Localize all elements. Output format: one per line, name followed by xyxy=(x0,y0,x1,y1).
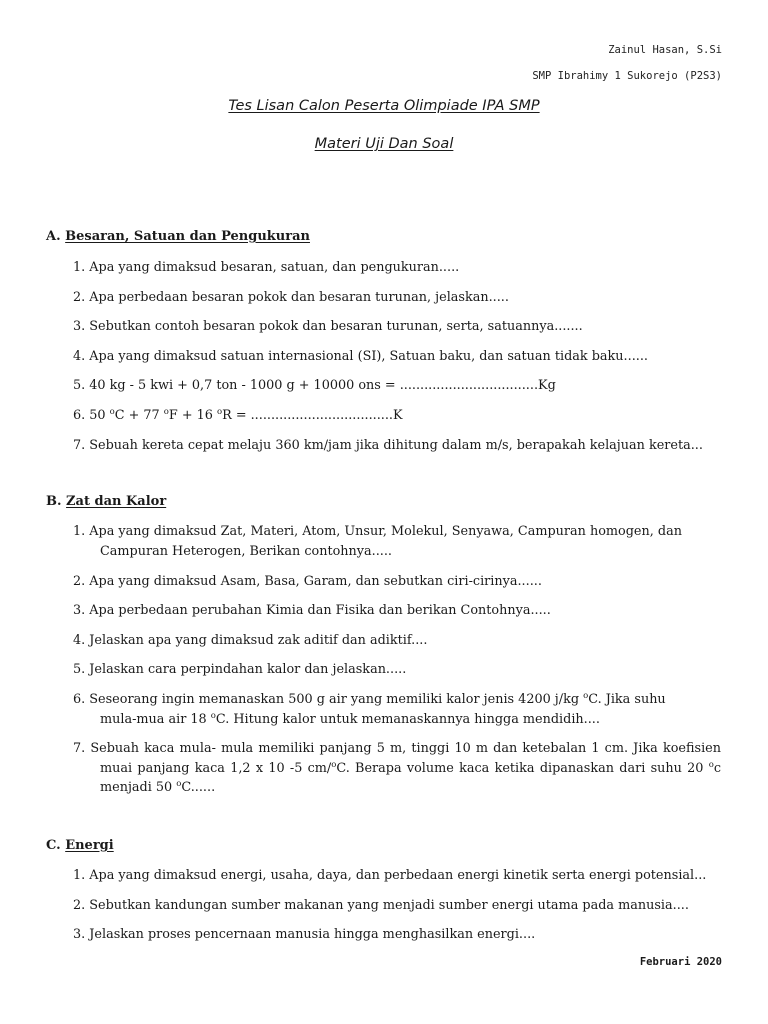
section-title: Besaran, Satuan dan Pengukuran xyxy=(65,229,310,244)
question-text: 6. 50 xyxy=(73,408,110,423)
degree-mark: o xyxy=(163,407,169,417)
question-a7: 7. Sebuah kereta cepat melaju 360 km/jam jika dihitung dalam m/s, berapakah kelajuan kereta... xyxy=(73,438,703,453)
degree-mark: o xyxy=(176,779,182,789)
question-text: C. Jika suhu xyxy=(588,692,666,707)
question-text: c xyxy=(713,760,721,776)
question-a4: 4. Apa yang dimaksud satuan internasional (SI), Satuan baku, dan satuan tidak baku...... xyxy=(73,349,648,364)
section-b-heading xyxy=(46,494,166,509)
question-text: menjadi 50 xyxy=(100,780,177,795)
question-a6 xyxy=(73,406,721,426)
question-text: C. Berapa volume kaca ketika dipanaskan dari suhu 20 xyxy=(336,760,709,776)
author-name: Zainul Hasan, S.Si xyxy=(608,44,722,56)
question-b5: 5. Jelaskan cara perpindahan kalor dan jelaskan..... xyxy=(73,662,407,677)
question-a3: 3. Sebutkan contoh besaran pokok dan besaran turunan, serta, satuannya....... xyxy=(73,319,583,334)
question-line xyxy=(73,690,721,710)
question-text: 1. Apa yang dimaksud Zat, Materi, Atom, Unsur, Molekul, Senyawa, Campuran homogen, dan xyxy=(73,524,682,539)
question-line xyxy=(73,759,721,779)
question-a2: 2. Apa perbedaan besaran pokok dan besaran turunan, jelaskan..... xyxy=(73,290,509,305)
section-title: Energi xyxy=(65,838,114,853)
question-a5: 5. 40 kg - 5 kwi + 0,7 ton - 1000 g + 10000 ons = ..................................Kg xyxy=(73,378,556,393)
question-line xyxy=(73,710,721,730)
question-text: 7. Sebuah kaca mula- mula memiliki panjang 5 m, tinggi 10 m dan ketebalan 1 cm. Jika koefisien xyxy=(73,741,721,756)
question-b3: 3. Apa perbedaan perubahan Kimia dan Fisika dan berikan Contohnya..... xyxy=(73,603,551,618)
question-text: F + 16 xyxy=(168,408,217,423)
section-title: Zat dan Kalor xyxy=(66,494,167,509)
question-c3: 3. Jelaskan proses pencernaan manusia hingga menghasilkan energi.... xyxy=(73,927,536,942)
question-text: Campuran Heterogen, Berikan contohnya..... xyxy=(100,543,392,559)
question-a1: 1. Apa yang dimaksud besaran, satuan, dan pengukuran..... xyxy=(73,260,460,275)
degree-mark: o xyxy=(583,691,589,701)
section-letter: B. xyxy=(46,494,62,509)
degree-mark: o xyxy=(109,407,115,417)
degree-mark: o xyxy=(331,759,337,770)
question-c1: 1. Apa yang dimaksud energi, usaha, daya, dan perbedaan energi kinetik serta energi potensial... xyxy=(73,868,707,883)
question-text: C...... xyxy=(181,780,216,795)
question-b2: 2. Apa yang dimaksud Asam, Basa, Garam, dan sebutkan ciri-cirinya...... xyxy=(73,574,542,589)
question-text: 6. Seseorang ingin memanaskan 500 g air yang memiliki kalor jenis 4200 j/kg xyxy=(73,692,584,707)
degree-mark: o xyxy=(217,407,223,417)
degree-mark: o xyxy=(708,759,714,770)
question-b7 xyxy=(73,739,721,798)
question-b4: 4. Jelaskan apa yang dimaksud zak aditif dan adiktif.... xyxy=(73,633,428,648)
question-b6 xyxy=(73,690,721,729)
question-text: mula-mua air 18 xyxy=(100,711,211,727)
question-text: muai panjang kaca 1,2 x 10 -5 cm/ xyxy=(100,760,332,776)
page-title: Tes Lisan Calon Peserta Olimpiade IPA SMP xyxy=(228,98,540,114)
footer-date: Februari 2020 xyxy=(639,956,722,968)
question-text: R = ...................................K xyxy=(222,408,403,423)
degree-mark: o xyxy=(210,710,216,721)
page-subtitle: Materi Uji Dan Soal xyxy=(314,136,454,152)
question-text: C. Hitung kalor untuk memanaskannya hingga mendidih.... xyxy=(215,711,600,727)
question-c2: 2. Sebutkan kandungan sumber makanan yang menjadi sumber energi utama pada manusia.... xyxy=(73,898,689,913)
school-name: SMP Ibrahimy 1 Sukorejo (P2S3) xyxy=(532,70,722,82)
section-letter: C. xyxy=(46,838,61,853)
question-line xyxy=(73,778,721,798)
question-b1 xyxy=(73,522,721,561)
section-c-heading xyxy=(46,838,114,853)
section-letter: A. xyxy=(46,229,61,244)
question-text: C + 77 xyxy=(114,408,164,423)
section-a-heading xyxy=(46,229,310,244)
